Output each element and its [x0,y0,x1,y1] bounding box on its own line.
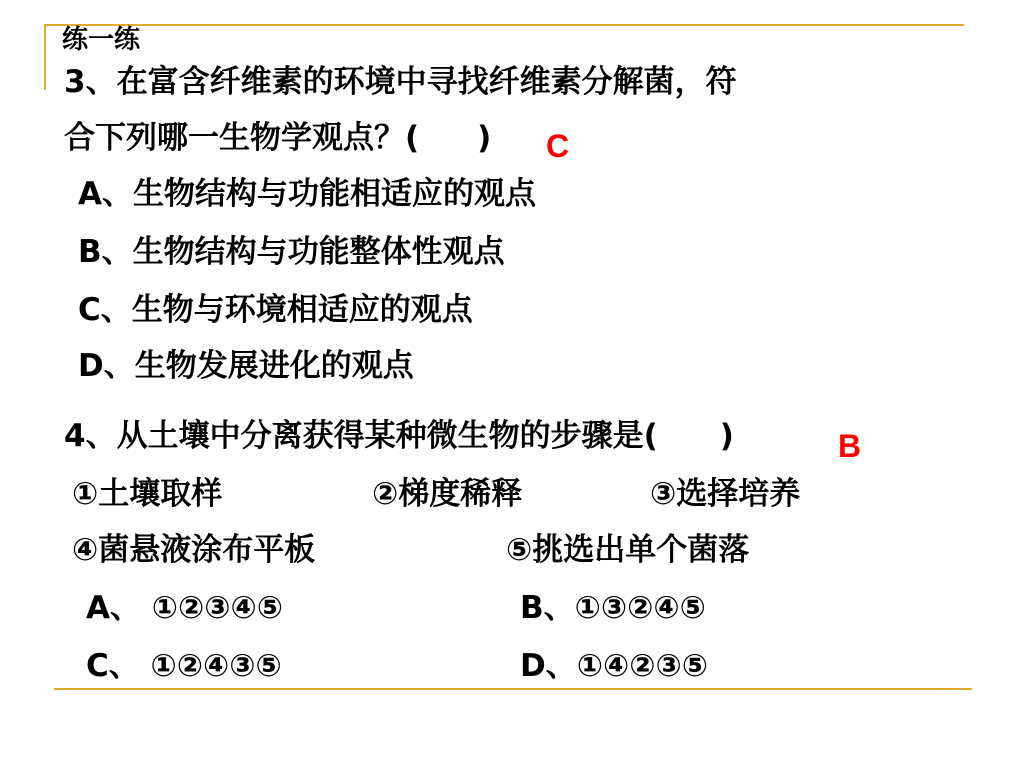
question3-option-b: B、生物结构与功能整体性观点 [78,234,505,270]
left-divider [44,24,46,90]
question4-step-4: ④菌悬液涂布平板 [72,532,316,568]
question3-stem-line2-suffix: ) [477,120,492,156]
top-divider [44,24,964,26]
question4-step-5: ⑤挑选出单个菌落 [506,532,750,568]
question4-step-2: ②梯度稀释 [372,476,523,512]
question4-stem-suffix: ) [719,418,734,454]
question3-answer: C [546,128,570,164]
question3-option-d: D、生物发展进化的观点 [78,348,414,384]
question4-option-d: D、①④②③⑤ [520,648,708,684]
question3-stem-line2 [64,118,491,158]
question3-stem-line1: 3、在富含纤维素的环境中寻找纤维素分解菌，符 [64,64,737,100]
question4-step-3: ③选择培养 [650,476,801,512]
slide-title: 练一练 [62,25,141,55]
question4-stem [64,416,734,456]
question3-stem-line2-prefix: 合下列哪一生物学观点？( [64,120,420,156]
bottom-divider [54,688,972,690]
question4-step-1: ①土壤取样 [72,476,223,512]
question4-option-c: C、 ①②④③⑤ [86,648,282,684]
question4-option-b: B、①③②④⑤ [520,590,706,626]
question4-stem-prefix: 4、从土壤中分离获得某种微生物的步骤是( [64,418,658,454]
question3-option-a: A、生物结构与功能相适应的观点 [78,176,536,212]
question3-option-c: C、生物与环境相适应的观点 [78,292,473,328]
question4-option-a: A、 ①②③④⑤ [86,590,284,626]
question4-answer: B [838,428,862,464]
